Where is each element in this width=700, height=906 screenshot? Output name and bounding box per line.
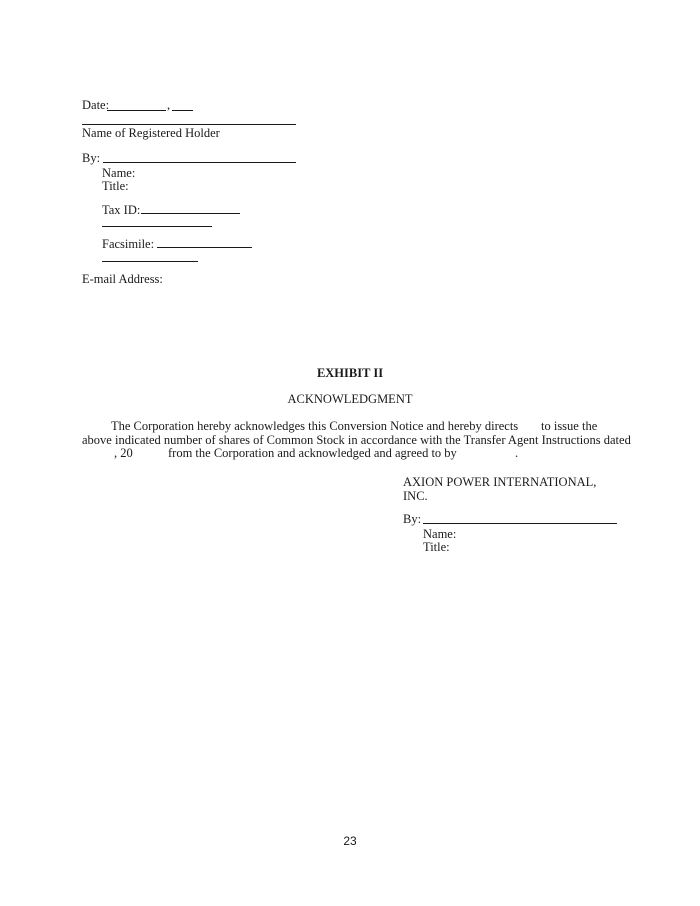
paragraph-line-2: above indicated number of shares of Common Stock in accordance with the Transfer Agent Instructions dated xyxy=(82,433,631,447)
date-label: Date: xyxy=(82,98,110,112)
paragraph-line-3: from the Corporation and acknowledged and agreed to by xyxy=(168,446,457,460)
date-separator: , xyxy=(167,98,171,112)
acknowledgment-heading: ACKNOWLEDGMENT xyxy=(287,392,413,406)
year-blank xyxy=(172,110,193,111)
company-name-line-2: INC. xyxy=(403,489,428,503)
holder-name-line xyxy=(82,124,296,125)
paragraph-line-3-date: , 20 xyxy=(114,446,133,460)
name-label: Name: xyxy=(102,166,136,180)
tax-id-label: Tax ID: xyxy=(102,203,141,217)
company-title-label: Title: xyxy=(423,540,450,554)
company-by-label: By: xyxy=(403,512,422,526)
signature-line xyxy=(103,162,296,163)
tax-id-line xyxy=(141,213,240,214)
paragraph-line-3-end: . xyxy=(515,446,519,460)
email-label: E-mail Address: xyxy=(82,272,163,286)
facsimile-label: Facsimile: xyxy=(102,237,155,251)
tax-id-line-2 xyxy=(102,226,212,227)
page-number: 23 xyxy=(343,834,357,848)
company-signature-line xyxy=(423,523,617,524)
title-label: Title: xyxy=(102,179,129,193)
paragraph-line-1: The Corporation hereby acknowledges this Conversion Notice and hereby directs xyxy=(111,419,519,433)
company-name-label: Name: xyxy=(423,527,457,541)
facsimile-line xyxy=(157,247,252,248)
facsimile-line-2 xyxy=(102,261,198,262)
company-name-line-1: AXION POWER INTERNATIONAL, xyxy=(403,475,597,489)
paragraph-line-1-end: to issue the xyxy=(541,419,598,433)
exhibit-heading: EXHIBIT II xyxy=(316,366,384,380)
by-label: By: xyxy=(82,151,101,165)
holder-name-label: Name of Registered Holder xyxy=(82,126,220,140)
date-blank xyxy=(107,110,166,111)
